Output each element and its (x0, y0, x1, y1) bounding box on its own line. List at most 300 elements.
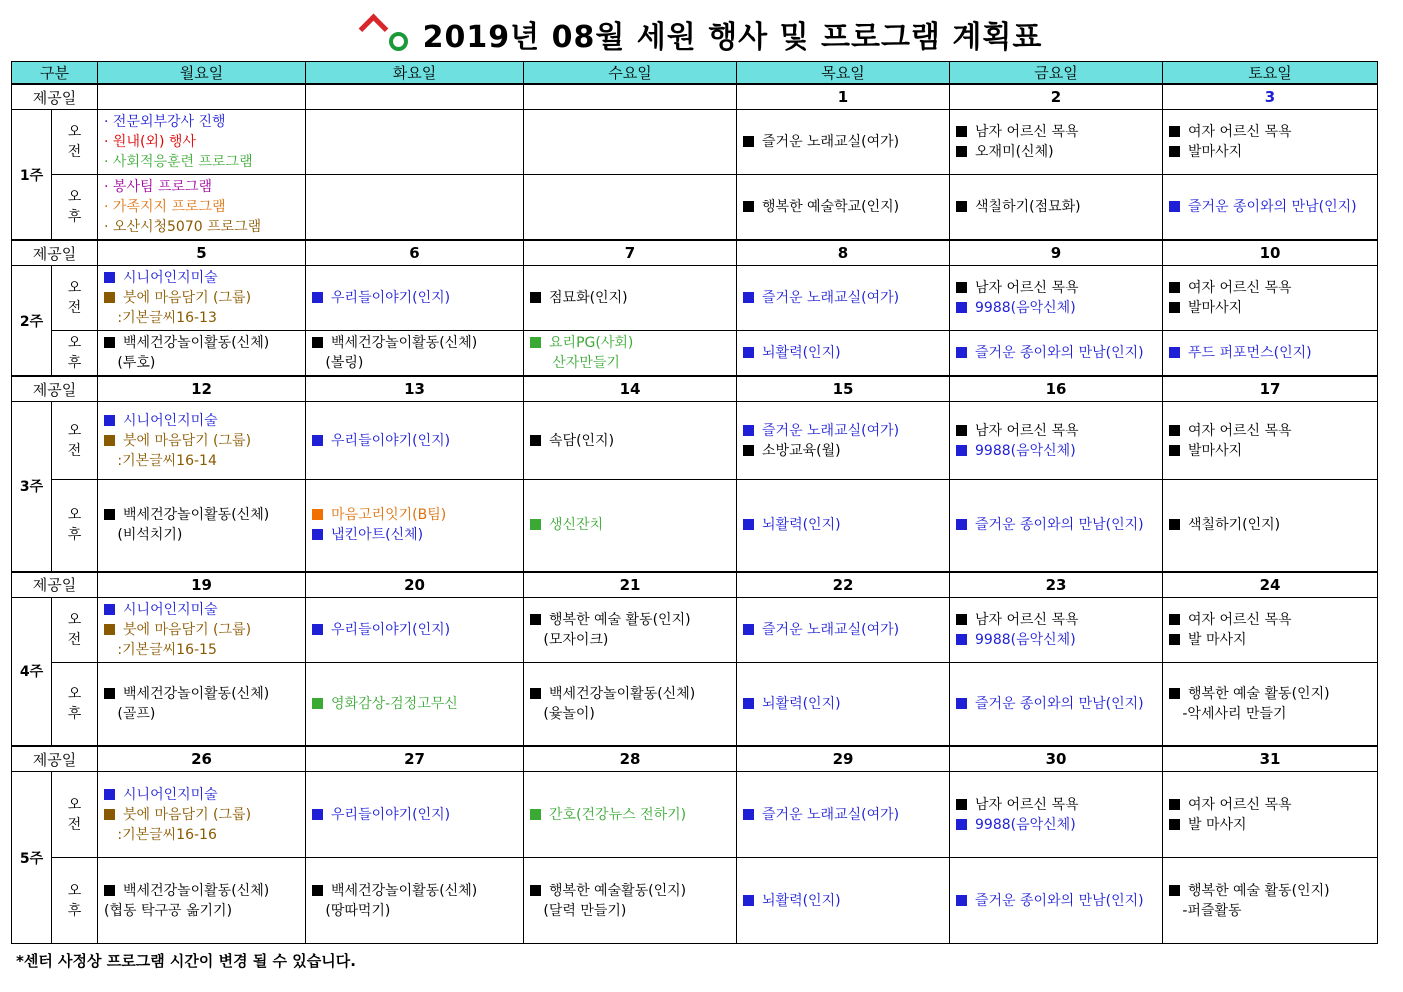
program-item (104, 197, 299, 217)
program-item (743, 421, 943, 441)
program-text: 즐거운 종이와의 만남(인지) (975, 517, 1144, 534)
square-bullet-icon (1169, 799, 1180, 810)
program-item (743, 197, 943, 217)
pm-label-char: 오 (67, 685, 82, 702)
program-item (530, 805, 730, 825)
program-item (530, 610, 730, 630)
program-cell (737, 597, 950, 662)
program-item (104, 217, 299, 237)
program-item (956, 142, 1156, 162)
header-thursday: 목요일 (737, 62, 950, 85)
week-label: 1주 (12, 110, 52, 241)
square-bullet-icon (743, 895, 754, 906)
program-text: :기본글씨16-16 (104, 826, 217, 843)
program-text: 시니어인지미술 (123, 270, 218, 286)
program-text: :기본글씨16-14 (104, 452, 217, 469)
square-bullet-icon (956, 799, 967, 810)
program-text: 오재미(신체) (975, 144, 1054, 160)
program-cell (737, 175, 950, 241)
am-label-char: 전 (67, 631, 82, 648)
program-cell (737, 266, 950, 331)
date-cell: 8 (737, 240, 950, 266)
program-text: 냅킨아트(신체) (331, 527, 424, 544)
square-bullet-icon (956, 445, 967, 456)
am-label (52, 597, 98, 662)
program-item (530, 431, 730, 451)
date-cell: 14 (524, 376, 737, 402)
square-bullet-icon (956, 614, 967, 625)
program-cell (737, 772, 950, 858)
program-cell (524, 662, 737, 746)
program-item (1169, 515, 1371, 535)
program-cell (737, 331, 950, 377)
program-item (743, 694, 943, 714)
pm-row (12, 480, 1378, 572)
program-text: (비석치기) (104, 527, 183, 544)
square-bullet-icon (956, 519, 967, 530)
program-text: 요리PG(사회) (549, 335, 634, 351)
program-item (1169, 278, 1371, 298)
date-cell (306, 84, 524, 110)
date-cell: 19 (98, 572, 306, 598)
program-text: 간호(건강뉴스 전하기) (549, 806, 687, 823)
am-label-char: 오 (67, 611, 82, 628)
am-label-char: 오 (67, 422, 82, 439)
square-bullet-icon (530, 809, 541, 820)
program-item (743, 343, 943, 363)
program-item (104, 152, 299, 172)
program-text: 9988(음악신체) (975, 816, 1076, 833)
square-bullet-icon (1169, 634, 1180, 645)
program-text: · 오산시청5070 프로그램 (104, 219, 262, 235)
program-item (743, 441, 943, 461)
square-bullet-icon (1169, 126, 1180, 137)
date-cell: 21 (524, 572, 737, 598)
square-bullet-icon (530, 688, 541, 699)
am-label-char: 전 (67, 816, 82, 833)
program-cell (737, 110, 950, 175)
square-bullet-icon (743, 624, 754, 635)
program-text: 우리들이야기(인지) (331, 806, 451, 823)
program-cell (950, 266, 1163, 331)
header-tuesday: 화요일 (306, 62, 524, 85)
am-row (12, 266, 1378, 331)
square-bullet-icon (1169, 445, 1180, 456)
program-text: 색칠하기(인지) (1188, 517, 1281, 534)
program-cell (950, 662, 1163, 746)
program-text: 여자 어르신 목욕 (1188, 796, 1292, 813)
week-label: 2주 (12, 266, 52, 377)
square-bullet-icon (104, 435, 115, 446)
program-item (956, 610, 1156, 630)
program-item (1169, 343, 1371, 363)
program-item (530, 901, 730, 921)
day-label: 제공일 (12, 572, 98, 598)
program-item (104, 451, 299, 471)
date-row (12, 572, 1378, 598)
pm-row (12, 858, 1378, 944)
program-text: (투호) (104, 355, 156, 371)
program-item (956, 122, 1156, 142)
program-text: 백세건강놀이활동(신체) (123, 685, 270, 702)
program-item (956, 815, 1156, 835)
square-bullet-icon (956, 634, 967, 645)
program-item (956, 421, 1156, 441)
program-text: 행복한 예술 활동(인지) (1188, 882, 1330, 899)
date-cell: 1 (737, 84, 950, 110)
program-item (743, 805, 943, 825)
square-bullet-icon (956, 126, 967, 137)
date-cell: 22 (737, 572, 950, 598)
date-cell (524, 84, 737, 110)
program-text: 백세건강놀이활동(신체) (123, 335, 270, 351)
date-cell: 20 (306, 572, 524, 598)
program-text: 행복한 예술 활동(인지) (1188, 685, 1330, 702)
square-bullet-icon (1169, 688, 1180, 699)
day-label: 제공일 (12, 240, 98, 266)
square-bullet-icon (104, 885, 115, 896)
program-item (104, 132, 299, 152)
date-cell: 29 (737, 746, 950, 772)
program-item (530, 630, 730, 650)
program-item (104, 268, 299, 288)
program-text: 붓에 마음담기 (그룹) (123, 806, 252, 823)
am-label-char: 전 (67, 144, 82, 160)
pm-label-char: 오 (67, 882, 82, 899)
pm-label-char: 후 (67, 902, 82, 919)
date-cell: 17 (1163, 376, 1378, 402)
program-text: 발 마사지 (1188, 631, 1247, 648)
logo-roof-icon (358, 14, 388, 44)
program-cell (950, 480, 1163, 572)
program-item (743, 132, 943, 152)
program-item (956, 441, 1156, 461)
program-text: 속담(인지) (549, 432, 615, 449)
program-cell (1163, 110, 1378, 175)
program-item (743, 288, 943, 308)
program-item (104, 620, 299, 640)
program-cell (950, 772, 1163, 858)
program-item (104, 431, 299, 451)
square-bullet-icon (530, 292, 541, 303)
program-text: 백세건강놀이활동(신체) (549, 685, 696, 702)
program-cell (306, 175, 524, 241)
program-cell (98, 597, 306, 662)
date-cell: 3 (1163, 84, 1378, 110)
program-item (530, 684, 730, 704)
am-label (52, 110, 98, 175)
program-cell (1163, 772, 1378, 858)
date-row (12, 746, 1378, 772)
program-text: 생신잔치 (549, 517, 604, 534)
program-text: 푸드 퍼포먼스(인지) (1188, 345, 1312, 361)
program-item (956, 630, 1156, 650)
date-cell: 28 (524, 746, 737, 772)
program-cell (524, 772, 737, 858)
program-text: 여자 어르신 목욕 (1188, 422, 1292, 439)
square-bullet-icon (1169, 519, 1180, 530)
program-item (104, 353, 299, 373)
square-bullet-icon (312, 509, 323, 520)
program-cell (524, 266, 737, 331)
square-bullet-icon (104, 624, 115, 635)
date-cell: 26 (98, 746, 306, 772)
program-text: 발마사지 (1188, 442, 1243, 459)
date-cell: 31 (1163, 746, 1378, 772)
square-bullet-icon (743, 201, 754, 212)
program-cell (1163, 662, 1378, 746)
program-cell (98, 858, 306, 944)
program-text: 산자만들기 (530, 355, 620, 371)
date-cell: 16 (950, 376, 1163, 402)
program-text: 발마사지 (1188, 300, 1243, 316)
pm-label-char: 후 (67, 705, 82, 722)
week-label: 5주 (12, 772, 52, 944)
program-text: · 사회적응훈련 프로그램 (104, 154, 253, 170)
program-text: 시니어인지미술 (123, 601, 218, 618)
program-text: 즐거운 종이와의 만남(인지) (975, 892, 1144, 909)
program-text: 우리들이야기(인지) (331, 621, 451, 638)
square-bullet-icon (312, 885, 323, 896)
pm-label (52, 331, 98, 377)
program-text: 시니어인지미술 (123, 412, 218, 429)
program-text: -퍼즐활동 (1169, 902, 1242, 919)
program-item (956, 278, 1156, 298)
day-label: 제공일 (12, 84, 98, 110)
pm-row (12, 662, 1378, 746)
program-cell (306, 266, 524, 331)
program-text: 여자 어르신 목욕 (1188, 124, 1292, 140)
program-text: 점묘화(인지) (549, 290, 628, 306)
program-item (956, 694, 1156, 714)
program-item (312, 431, 517, 451)
square-bullet-icon (743, 519, 754, 530)
program-cell (98, 662, 306, 746)
program-text: 우리들이야기(인지) (331, 432, 451, 449)
program-item (1169, 881, 1371, 901)
date-cell: 9 (950, 240, 1163, 266)
square-bullet-icon (743, 809, 754, 820)
square-bullet-icon (104, 688, 115, 699)
date-cell (98, 84, 306, 110)
square-bullet-icon (1169, 819, 1180, 830)
square-bullet-icon (530, 614, 541, 625)
header-friday: 금요일 (950, 62, 1163, 85)
program-item (104, 288, 299, 308)
date-cell: 6 (306, 240, 524, 266)
date-cell: 30 (950, 746, 1163, 772)
program-cell (1163, 266, 1378, 331)
square-bullet-icon (104, 789, 115, 800)
square-bullet-icon (956, 201, 967, 212)
day-label: 제공일 (12, 376, 98, 402)
program-item (104, 640, 299, 660)
program-cell (1163, 480, 1378, 572)
program-text: 붓에 마음담기 (그룹) (123, 621, 252, 638)
program-item (530, 288, 730, 308)
program-text: 9988(음악신체) (975, 442, 1076, 459)
square-bullet-icon (530, 519, 541, 530)
pm-label (52, 480, 98, 572)
program-text: 즐거운 노래교실(여가) (762, 134, 900, 150)
program-text: (땅따먹기) (312, 902, 391, 919)
square-bullet-icon (956, 698, 967, 709)
square-bullet-icon (312, 529, 323, 540)
week-label: 3주 (12, 402, 52, 572)
program-text: 즐거운 종이와의 만남(인지) (975, 345, 1144, 361)
program-text: 행복한 예술 활동(인지) (549, 611, 691, 628)
date-cell: 23 (950, 572, 1163, 598)
square-bullet-icon (312, 809, 323, 820)
program-item (1169, 142, 1371, 162)
program-cell (98, 266, 306, 331)
pm-label-char: 오 (67, 507, 82, 524)
square-bullet-icon (956, 282, 967, 293)
program-item (1169, 704, 1371, 724)
program-text: 영화감상-검정고무신 (331, 695, 458, 712)
program-text: 행복한 예술활동(인지) (549, 882, 687, 899)
header-row (12, 62, 1378, 85)
square-bullet-icon (743, 136, 754, 147)
program-text: · 전문외부강사 진행 (104, 114, 226, 130)
am-label-char: 전 (67, 442, 82, 459)
program-text: 백세건강놀이활동(신체) (331, 335, 478, 351)
program-item (1169, 901, 1371, 921)
week-label: 4주 (12, 597, 52, 746)
square-bullet-icon (530, 885, 541, 896)
program-cell (950, 175, 1163, 241)
am-label (52, 266, 98, 331)
square-bullet-icon (956, 302, 967, 313)
program-item (1169, 298, 1371, 318)
program-text: 남자 어르신 목욕 (975, 422, 1079, 439)
title-area (0, 10, 1403, 58)
square-bullet-icon (530, 435, 541, 446)
square-bullet-icon (312, 698, 323, 709)
header-wednesday: 수요일 (524, 62, 737, 85)
program-text: (협동 탁구공 옮기기) (104, 902, 233, 919)
program-item (956, 197, 1156, 217)
program-text: 발마사지 (1188, 144, 1243, 160)
square-bullet-icon (104, 809, 115, 820)
program-text: 뇌활력(인지) (762, 695, 841, 712)
program-item (104, 411, 299, 431)
program-item (104, 805, 299, 825)
program-cell (950, 597, 1163, 662)
program-cell (524, 480, 737, 572)
square-bullet-icon (312, 292, 323, 303)
program-cell (950, 402, 1163, 480)
program-text: 붓에 마음담기 (그룹) (123, 290, 252, 306)
program-item (104, 785, 299, 805)
header-monday: 월요일 (98, 62, 306, 85)
pm-label-char: 후 (67, 355, 82, 371)
program-item (104, 825, 299, 845)
program-text: · 원내(외) 행사 (104, 134, 196, 150)
program-text: 행복한 예술학교(인지) (762, 199, 900, 215)
square-bullet-icon (743, 698, 754, 709)
square-bullet-icon (104, 337, 115, 348)
square-bullet-icon (956, 146, 967, 157)
program-cell (306, 662, 524, 746)
program-item (956, 515, 1156, 535)
program-item (312, 620, 517, 640)
program-item (1169, 197, 1371, 217)
square-bullet-icon (743, 292, 754, 303)
am-label (52, 402, 98, 480)
program-text: 색칠하기(점묘화) (975, 199, 1081, 215)
program-item (312, 525, 517, 545)
program-cell (1163, 175, 1378, 241)
program-text: 즐거운 노래교실(여가) (762, 621, 900, 638)
date-cell: 27 (306, 746, 524, 772)
program-item (956, 891, 1156, 911)
program-cell (306, 772, 524, 858)
program-text: 백세건강놀이활동(신체) (123, 882, 270, 899)
am-label-char: 오 (67, 796, 82, 813)
program-cell (524, 597, 737, 662)
program-item (956, 343, 1156, 363)
date-cell: 15 (737, 376, 950, 402)
program-text: · 가족지지 프로그램 (104, 199, 226, 215)
program-text: 즐거운 종이와의 만남(인지) (975, 695, 1144, 712)
schedule-table (11, 61, 1378, 944)
square-bullet-icon (530, 337, 541, 348)
pm-row (12, 175, 1378, 241)
program-text: :기본글씨16-13 (104, 310, 217, 326)
am-label-char: 오 (67, 280, 82, 296)
program-item (312, 353, 517, 373)
program-item (104, 600, 299, 620)
program-cell (306, 597, 524, 662)
square-bullet-icon (1169, 146, 1180, 157)
pm-label (52, 175, 98, 241)
date-cell: 24 (1163, 572, 1378, 598)
am-label-char: 전 (67, 300, 82, 316)
program-cell (306, 110, 524, 175)
program-item (743, 891, 943, 911)
program-text: 여자 어르신 목욕 (1188, 280, 1292, 296)
date-row (12, 376, 1378, 402)
pm-label (52, 858, 98, 944)
program-item (104, 505, 299, 525)
program-cell (306, 858, 524, 944)
program-item (312, 901, 517, 921)
program-cell (98, 480, 306, 572)
program-cell (950, 110, 1163, 175)
am-row (12, 402, 1378, 480)
am-row (12, 597, 1378, 662)
program-cell (524, 331, 737, 377)
program-text: 즐거운 노래교실(여가) (762, 422, 900, 439)
program-text: :기본글씨16-15 (104, 641, 217, 658)
square-bullet-icon (104, 509, 115, 520)
program-item (104, 704, 299, 724)
square-bullet-icon (312, 337, 323, 348)
program-item (1169, 795, 1371, 815)
program-text: 뇌활력(인지) (762, 892, 841, 909)
program-item (1169, 441, 1371, 461)
program-text: 우리들이야기(인지) (331, 290, 451, 306)
senior-welfare-logo (361, 14, 413, 54)
program-cell (524, 402, 737, 480)
program-text: (골프) (104, 705, 156, 722)
pm-label-char: 오 (67, 335, 82, 351)
program-item (743, 515, 943, 535)
program-cell (737, 662, 950, 746)
program-text: 남자 어르신 목욕 (975, 796, 1079, 813)
program-item (1169, 421, 1371, 441)
